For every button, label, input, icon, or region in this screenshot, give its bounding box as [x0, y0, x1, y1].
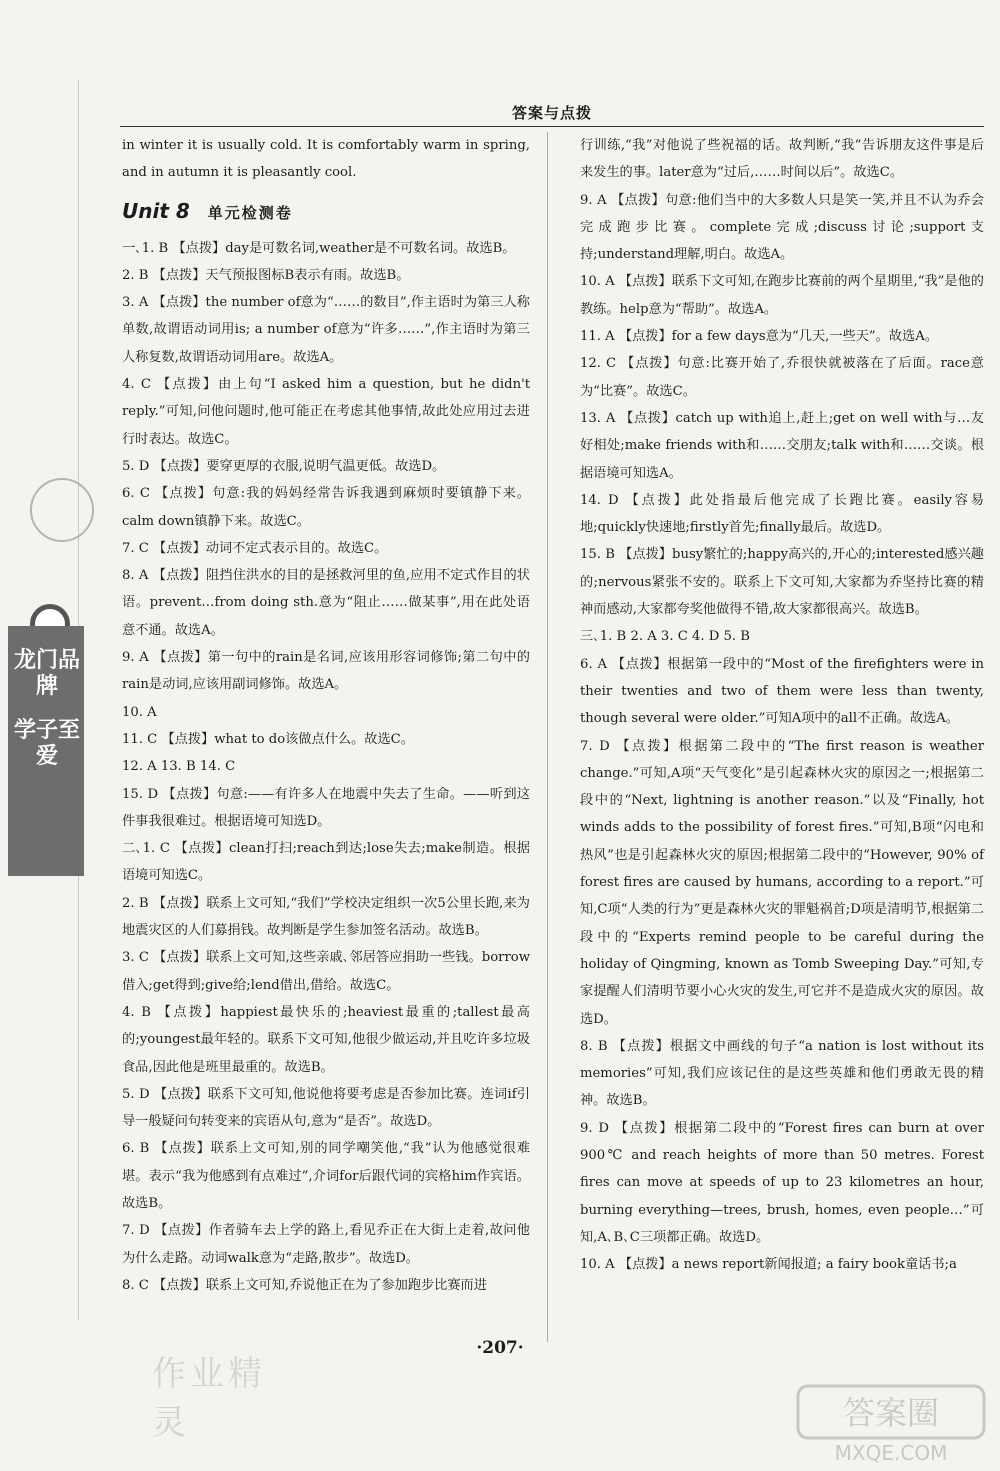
answer-item: 6. C 【点拨】句意:我的妈妈经常告诉我遇到麻烦时要镇静下来。calm down镇静下来。故选C。: [122, 486, 530, 529]
answer-item: 7. D 【点拨】作者骑车去上学的路上,看见乔正在大街上走着,故问他为什么走路。动词walk意为“走路,散步”。故选D。: [122, 1223, 530, 1266]
answer-item: 4. B 【点拨】happiest最快乐的;heaviest最重的;tallest最高的;youngest最年轻的。联系下文可知,他很少做运动,并且吃许多垃圾食品,因此他是班里最重的。故选B。: [122, 1004, 530, 1075]
side-tab-text: [12, 648, 82, 770]
answer-item: 6. A 【点拨】根据第一段中的“Most of the firefighters were in their twenties and two of them were less than twenty, though several were older.”可知A项中的all不正确。故选A。: [580, 656, 984, 727]
answer-item: 11. A 【点拨】for a few days意为“几天,一些天”。故选A。: [580, 329, 938, 345]
left-column: [122, 132, 530, 1299]
answer-item: 8. B 【点拨】根据文中画线的句子“a nation is lost without its memories”可知,我们应该记住的是这些英雄和他们勇敢无畏的精神。故选B。: [580, 1038, 984, 1109]
answer-item: 10. A: [122, 704, 157, 720]
page-number: ·207·: [476, 1338, 524, 1358]
answer-item: 13. A 【点拨】catch up with追上,赶上;get on well with与…友好相处;make friends with和……交朋友;talk with和……交谈。根据语境可知选A。: [580, 410, 984, 481]
header-title: 答案与点拨: [511, 104, 592, 122]
watermark-text: 作业精灵: [152, 1354, 266, 1443]
answer-item: 7. D 【点拨】根据第二段中的“The first reason is weather change.”可知,A项“天气变化”是引起森林火灾的原因之一;根据第二段中的“Next, lightning is another reason.”以及“Finally, hot winds adds to the possibility of forest fires.”可知,B项“闪电和热风”也是引起森林火灾的原因;根据第二段中的“However, 90% of forest fires are caused by humans, according to a report.”可知,C项“人类的行为”更是森林火灾的罪魁祸首;D项是清明节,根据第二段中的“Experts remind people to be careful during the holiday of Qingming, known as Tomb Sweeping Day.”可知,专家提醒人们清明节要小心火灾的发生,可它并不是造成火灾的原因。故选D。: [580, 738, 984, 1027]
answer-item: 三､1. B 2. A 3. C 4. D 5. B: [580, 629, 750, 645]
answer-item: 3. C 【点拨】联系上文可知,这些亲戚､邻居答应捐助一些钱。borrow借入;get得到;give给;lend借出,借给。故选C。: [122, 950, 530, 993]
side-tab-line2: 学子至爱: [13, 718, 80, 769]
right-column: [580, 132, 984, 1278]
answer-item: 12. A 13. B 14. C: [122, 759, 236, 775]
answer-item: 9. D 【点拨】根据第二段中的“Forest fires can burn at over 900℃ and reach heights of more than 50 metres. Forest fires can move at speeds of up to 23 kilometres an hour, burning everything—trees, brush, homes, even people…”可知,A､B､C三项都正确。故选D。: [580, 1120, 984, 1245]
unit-subtitle: 单元检测卷: [207, 203, 293, 222]
answer-item: 6. B 【点拨】联系上文可知,别的同学嘲笑他,“我”认为他感觉很难堪。表示“我为他感到有点难过”,介词for后跟代词的宾格him作宾语。故选B。: [122, 1141, 530, 1211]
answer-item: 8. A 【点拨】阻挡住洪水的目的是拯救河里的鱼,应用不定式作目的状语。prevent…from doing sth.意为“阻止……做某事”,用在此处语意不通。故选A。: [122, 568, 530, 638]
answer-item: 2. B 【点拨】天气预报图标B表示有雨。故选B。: [122, 267, 410, 283]
answer-item: 15. D 【点拨】句意:——有许多人在地震中失去了生命。——听到这件事我很难过。根据语境可知选D。: [122, 786, 530, 829]
running-header: [120, 98, 984, 127]
answer-item: 12. C 【点拨】句意:比赛开始了,乔很快就被落在了后面。race意为“比赛”。故选C。: [580, 356, 984, 399]
watermark-logo-top: 答案圈: [842, 1394, 940, 1432]
answer-item: 9. A 【点拨】第一句中的rain是名词,应该用形容词修饰;第二句中的rain是动词,应该用副词修饰。故选A。: [122, 650, 530, 693]
unit-title: Unit 8: [122, 198, 190, 223]
column-divider: [547, 132, 548, 1342]
side-tab-line1: 龙门品牌: [13, 648, 80, 699]
watermark-logo: [796, 1384, 986, 1464]
intro-paragraph: in winter it is usually cold. It is comfortably warm in spring, and in autumn it is pleasantly cool.: [122, 138, 530, 181]
answer-item: 7. C 【点拨】动词不定式表示目的。故选C。: [122, 540, 388, 556]
answer-item: 10. A 【点拨】a news report新闻报道; a fairy book童话书;a: [580, 1257, 957, 1273]
answer-item: 5. D 【点拨】要穿更厚的衣服,说明气温更低。故选D。: [122, 458, 446, 474]
answer-item: 10. A 【点拨】联系下文可知,在跑步比赛前的两个星期里,“我”是他的教练。help意为“帮助”。故选A。: [580, 274, 984, 317]
answer-item: 3. A 【点拨】the number of意为“……的数目”,作主语时为第三人称单数,故谓语动词用is; a number of意为“许多……”,作主语时为第三人称复数,故谓语动词用are。故选A。: [122, 295, 530, 365]
answer-item: 11. C 【点拨】what to do该做点什么。故选C。: [122, 731, 414, 747]
answer-item: 二､1. C 【点拨】clean打扫;reach到达;lose失去;make制造。根据语境可知选C。: [122, 841, 530, 884]
answer-item: 2. B 【点拨】联系上文可知,“我们”学校决定组织一次5公里长跑,来为地震灾区的人们募捐钱。故判断是学生参加签名活动。故选B。: [122, 895, 530, 939]
seal-stamp: [30, 478, 94, 542]
unit-heading: [122, 195, 530, 229]
answer-item: 5. D 【点拨】联系下文可知,他说他将要考虑是否参加比赛。连词if引导一般疑问句转变来的宾语从句,意为“是否”。故选D。: [122, 1086, 530, 1130]
watermark-logo-bottom: MXQE.COM: [834, 1441, 948, 1464]
answer-item: 9. A 【点拨】句意:他们当中的大多数人只是笑一笑,并且不认为乔会完成跑步比赛。complete完成;discuss讨论;support支持;understand理解,明白。故选A。: [580, 192, 984, 263]
answer-item: 4. C 【点拨】由上句“I asked him a question, but he didn't reply.”可知,问他问题时,他可能正在考虑其他事情,故此处应用过去进行时表达。故选C。: [122, 377, 530, 447]
answer-item: 8. C 【点拨】联系上文可知,乔说他正在为了参加跑步比赛而进: [122, 1277, 487, 1293]
answer-item: 15. B 【点拨】busy繁忙的;happy高兴的,开心的;interested感兴趣的;nervous紧张不安的。联系上下文可知,大家都为乔坚持比赛的精神而感动,大家都夸奖他做得不错,故大家都很高兴。故选B。: [580, 547, 984, 618]
answer-item: 一､1. B 【点拨】day是可数名词,weather是不可数名词。故选B。: [122, 240, 516, 256]
answer-item: 14. D 【点拨】此处指最后他完成了长跑比赛。easily容易地;quickly快速地;firstly首先;finally最后。故选D。: [580, 492, 984, 536]
answer-item: 行训练,“我”对他说了些祝福的话。故判断,“我”告诉朋友这件事是后来发生的事。later意为“过后,……时间以后”。故选C。: [580, 138, 984, 181]
